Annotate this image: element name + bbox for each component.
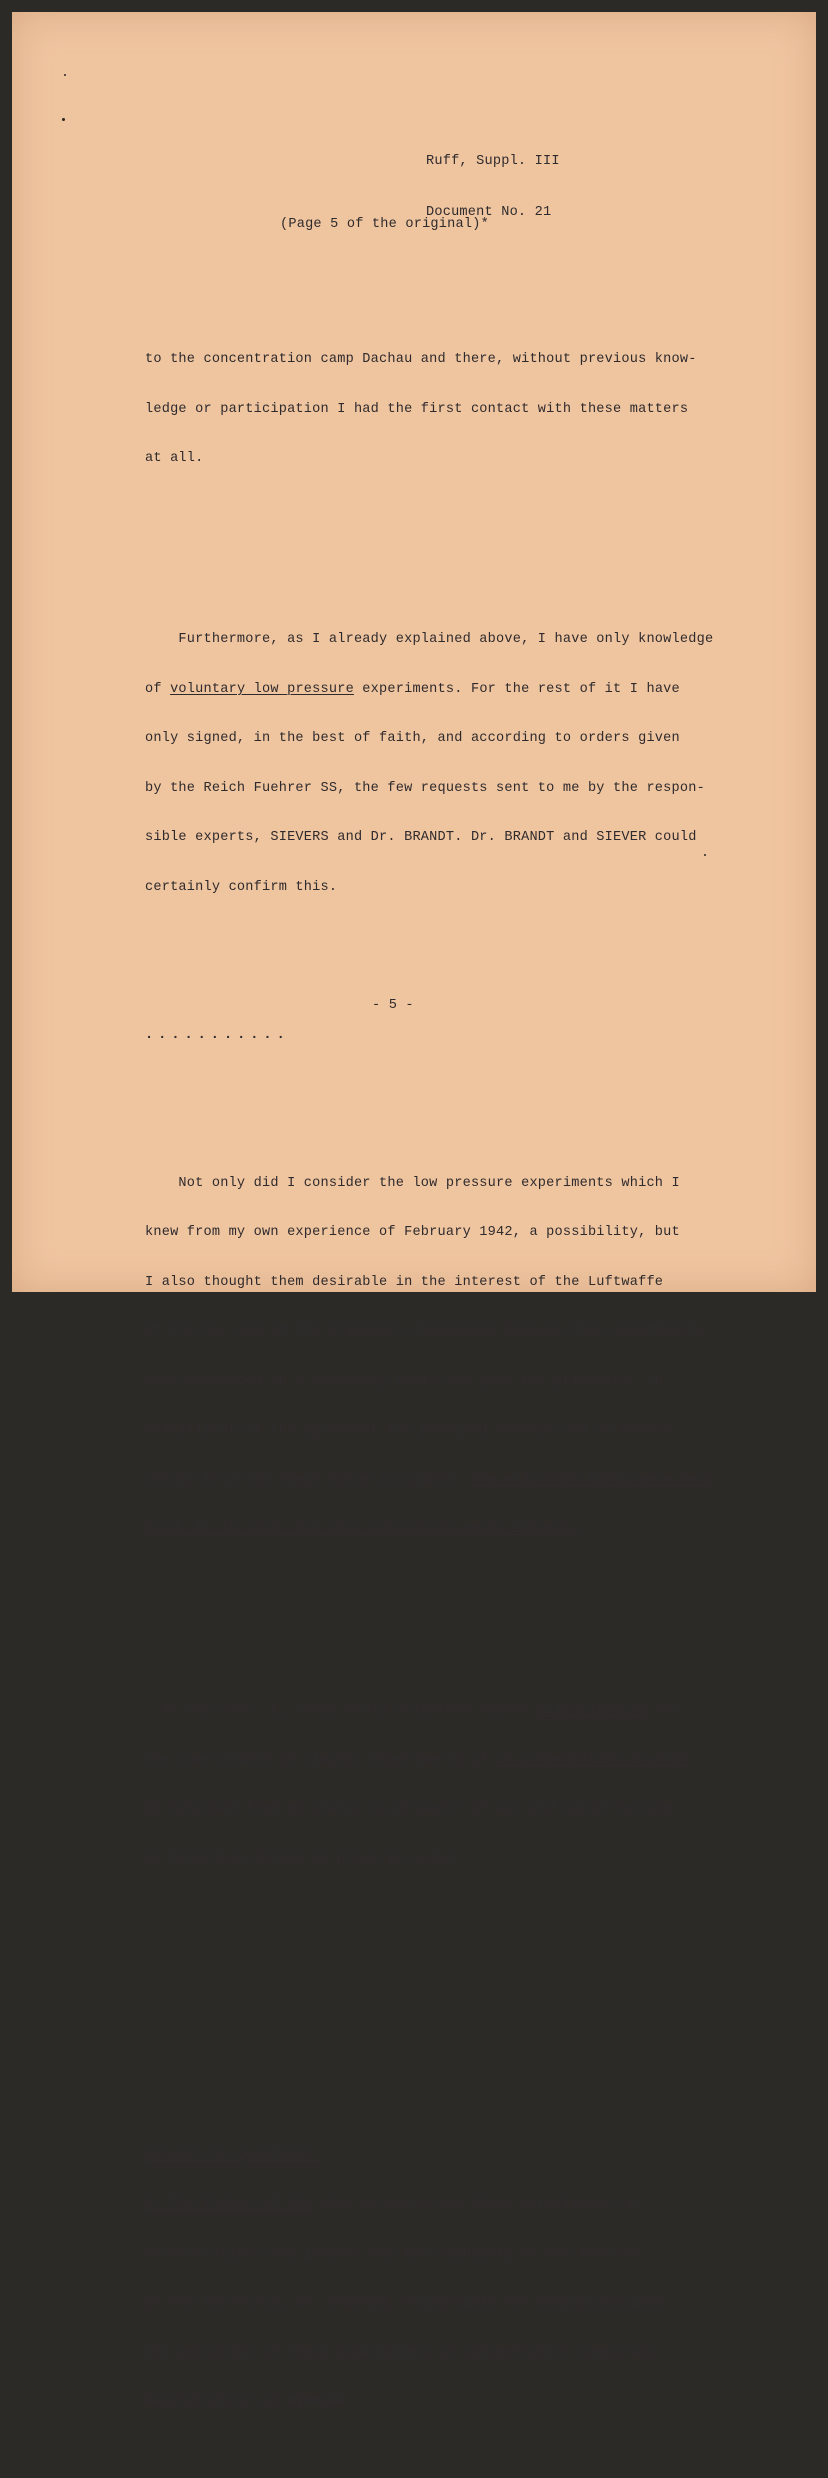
original-page-reference: (Page 5 of the original)* [280,217,489,232]
text-line: were conducted on a voluntary basis and gave the prisoners, in [145,1373,664,1389]
text-line: the execution of these experiments in concentration camps was [145,2345,655,2361]
text-line: fulfillment of the agreement the promised release and an honest [145,1423,672,1438]
text-line: by the Reich Fuehrer SS, the few requests sent to me by the respon- [145,780,705,796]
underlined-phrase: hard, it is true, but they were by no means inhuman. [145,1522,580,1537]
text-line: At any rate, I, today would volunteer myself with pleasure for [145,1703,680,1718]
answers-section [145,2115,745,2445]
paper-speck [64,74,66,76]
text-line: I also thought them desirable in the interest of the Luftwaffe [145,1274,664,1290]
underlined-phrase: in compensation I would [496,1752,689,1768]
text-line: knew from my own experience of February 1942, a possibility, but [145,1225,680,1240]
text-line: only signed, in the best of faith, and according to orders given [145,731,680,746]
header-supplement-line: Ruff, Suppl. III [426,154,560,169]
answers-heading: Answers to Questions: [145,2147,321,2163]
text-line: 2. The father of the idea to carry out these experiments on [145,2197,639,2212]
text-line: sible experts, SIEVERS and Dr. BRANDT. Dr. BRANDT and SIEVER could [145,830,697,845]
text-line: of voluntary low pressure experiments. For the rest of it I have [145,681,680,697]
text-line: Reichsfuehrer-SS HIMMLER. [145,2395,354,2410]
ellipsis-separator: ........... [145,1999,290,2015]
text-line: Furthermore, as I already explained above, I have only knowledge [145,632,714,647]
text-line: Not only did I consider the low pressure experiments which I [145,1175,680,1191]
document-body [145,286,745,2478]
underlined-phrase: voluntary low pressure [170,681,354,697]
paragraph-2 [145,599,745,929]
text-line: an honorable chance to prove my value. [145,1851,463,1867]
paragraph-1 [145,319,745,501]
text-line: ledge or participation I had the first contact with these matters [145,401,689,417]
text-line: the same number of similar experiments if in compensation I would [145,1752,689,1768]
underlined-phrase: The endurance tests were very [470,1472,714,1488]
page-number: - 5 - [372,998,414,1013]
text-line: chance to prove their value in combat. The endurance tests were very [145,1472,714,1488]
text-line: certainly confirm this. [145,879,338,895]
ellipsis-separator: ........... [145,1027,290,1043]
underlined-phrase: with pleasure [537,1703,647,1718]
paragraph-3 [145,1143,745,1572]
paper-speck [704,854,706,856]
header-document-number: Document No. 21 [426,205,552,220]
text-line: to the concentration camp Dachau and there, without previous know- [145,352,697,367]
document-header [426,119,560,255]
underlined-phrase: 2. The father of the [145,2197,313,2212]
text-line: of the SS, and of the prisoners themselves because they doubtlessly [145,1324,705,1339]
text-line: concentration camp inmates was the Stabsartz of the Reserve [145,2246,639,2262]
document-page [12,12,816,2410]
paragraph-4 [145,1670,745,1901]
text-line: be released from my status as prisoner of war and would receive [145,1802,672,1817]
text-line: at all. [145,451,204,466]
paper-speck [62,118,65,121]
text-line [145,1522,745,1539]
text-line: of the Air Force, Dr. RASCHER, responsible for making possible [145,2296,664,2311]
